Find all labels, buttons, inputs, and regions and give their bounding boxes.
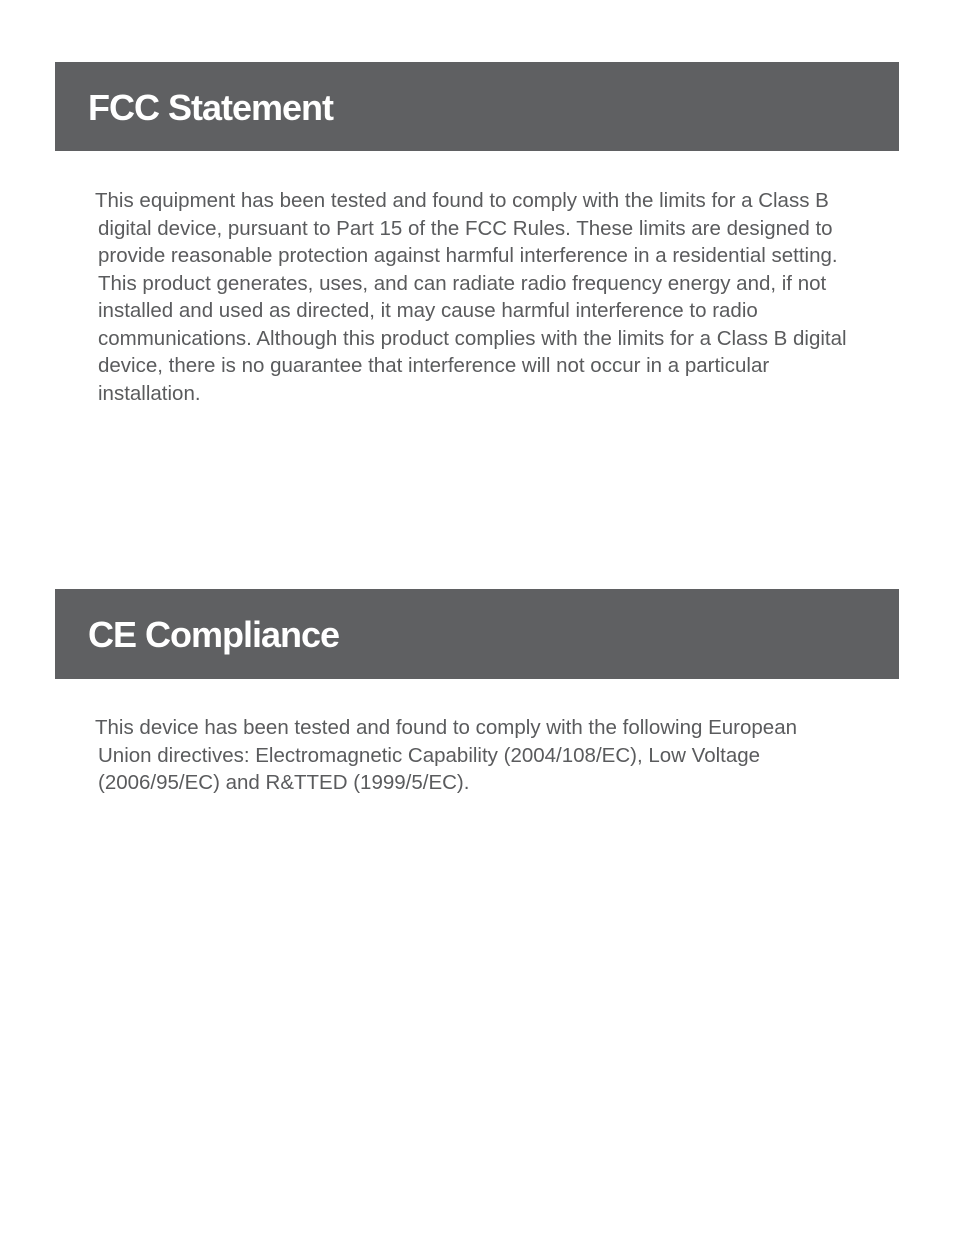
ce-section-title: CE Compliance	[88, 614, 340, 655]
fcc-section-title: FCC Statement	[88, 87, 334, 128]
fcc-statement-text: This equipment has been tested and found to comply with the limits for a Class B digital device, pursuant to Part 15 of the FCC Rules. These limits are designed to provide reasonable protection against harmful interference in a residential setting. This product generates, uses, and can radiate radio frequency energy and, if not installed and used as directed, it may cause harmful interference to radio communications. Although this product complies with the limits for a Class B digital device, there is no guarantee that interference will not occur in a particular installation.	[95, 189, 847, 405]
ce-compliance-text: This device has been tested and found to comply with the following European Union directives: Electromagnetic Capability (2004/108/EC), Low Voltage (2006/95/EC) and R&TTED (1999/5/EC).	[95, 716, 797, 794]
fcc-section-header	[55, 62, 899, 151]
ce-section-header	[55, 589, 899, 679]
